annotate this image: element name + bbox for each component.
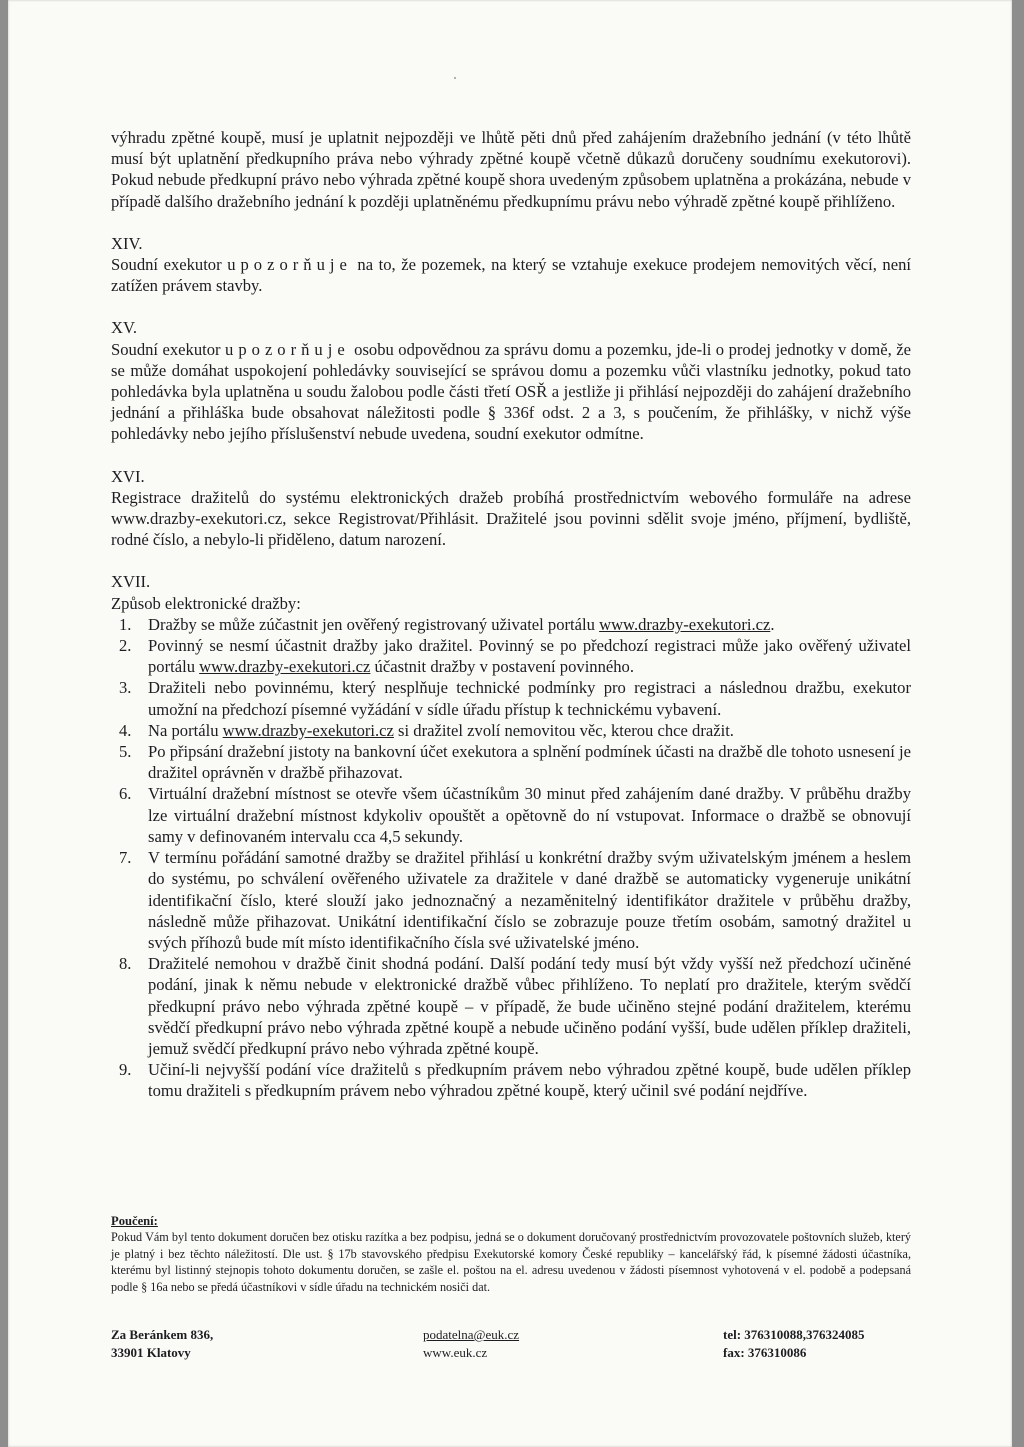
section-number: XV. (111, 318, 137, 338)
notice-text: Pokud Vám byl tento dokument doručen bez otisku razítka a bez podpisu, jedná se o dokument doručovaný prostřednictvím provozovatele poštovních služeb, který je platný i bez těchto náležitostí. Dle ust. § 17b stavovského předpisu Exekutorské komory České republiky – kancelářský řád, k písemné žádosti účastníka, kterému byl listinný stejnopis tohoto dokumentu doručen, se zašle el. poštou na el. adresu uvedenou v žádosti písemnost vyhotovená v el. podobě a podepsaná podle § 16a nebo se předá účastníkovi v sídle úřadu na technickém nosiči dat. (111, 1230, 911, 1294)
section-xvii (111, 571, 911, 1101)
list-item (111, 635, 911, 677)
section-text (111, 254, 911, 296)
web-link[interactable]: www.euk.cz (423, 1345, 488, 1360)
list-item (111, 741, 911, 783)
list-item (111, 614, 911, 635)
section-text (111, 339, 911, 445)
list-item-number: 5. (119, 742, 132, 762)
portal-link[interactable]: www.drazby-exekutori.cz (222, 720, 394, 740)
list-item-text: Na portálu (148, 720, 223, 740)
list-item-text-end: . (770, 614, 775, 634)
list-item-text-end: si dražitel zvolí nemovitou věc, kterou chce dražit. (393, 720, 734, 740)
list-item-text: V termínu pořádání samotné dražby se dražitel přihlásí u konkrétní dražby svým uživatelským jménem a heslem do systému, po schválení ověřeného uživatele za dražitele v dané dražbě se automaticky vygeneruje unikátní identifikační číslo, které slouží jako jednoznačný a nezaměnitelný identifikátor dražitele v průběhu dražby, následně může přihazovat. Unikátní identifikační číslo se zobrazuje pouze třetím osobám, samotný dražitel u svých příhozů bude mít místo identifikačního čísla své uživatelské jméno. (148, 848, 911, 952)
spaced-word: upozorňuje (225, 339, 350, 359)
document-body (111, 127, 911, 1102)
list-item-number: 9. (119, 1060, 132, 1080)
intro-paragraph: výhradu zpětné koupě, musí je uplatnit nejpozději ve lhůtě pěti dnů před zahájením dražebního jednání (v této lhůtě musí být uplatnění předkupního práva nebo výhrady zpětné koupě včetně důkazů doručeny soudnímu exekutorovi). Pokud nebude předkupní právo nebo výhrada zpětné koupě shora uvedeným způsobem uplatněna a prokázána, nebude v případě dalšího dražebního jednání k později uplatněnému předkupnímu právu nebo výhradě zpětné koupě přihlíženo. (111, 128, 911, 211)
list-item-number: 3. (119, 678, 132, 698)
list-item-text-end: účastnit dražby v postavení povinného. (370, 657, 635, 677)
notice-heading: Poučení: (111, 1214, 158, 1228)
section-text: Registrace dražitelů do systému elektronických dražeb probíhá prostřednictvím webového formuláře na adrese www.drazby-exekutori.cz, sekce Registrovat/Přihlásit. Dražitelé jsou povinni sdělit svoje jméno, příjmení, bydliště, rodné číslo, a nebylo-li přiděleno, datum narození. (111, 487, 911, 550)
section-text-main: na to, že pozemek, na který se vztahuje exekuce prodejem nemovitých věcí, není zatížen právem stavby. (111, 255, 911, 296)
phone-number: tel: 376310088,376324085 (723, 1327, 865, 1342)
section-text-main: osobu odpovědnou za správu domu a pozemku, jde-li o prodej jednotky v domě, že se může domáhat uspokojení pohledávky související se správou domu a pozemku vůči vlastníku jednotky, pokud tato pohledávka byla uplatněna u soudu žalobou podle části třetí OSŘ a jestliže ji přihlásí nejpozději do zahájení dražebního jednání a přihláška bude obsahovat náležitosti podle § 336f odst. 2 a 3, s poučením, že přihlášky, v nichž výše pohledávky nebo jejího příslušenství nebude uvedena, soudní exekutor odmítne. (111, 339, 911, 444)
section-number: XVI. (111, 466, 145, 486)
list-item-number: 7. (119, 848, 132, 868)
list-item (111, 847, 911, 953)
section-title: Způsob elektronické dražby: (111, 593, 301, 613)
list-item-text: Dražby se může zúčastnit jen ověřený registrovaný uživatel portálu (148, 614, 600, 634)
document-page (8, 0, 1012, 1447)
section-number: XIV. (111, 233, 143, 253)
footer-phones (723, 1326, 865, 1362)
section-xiv (111, 233, 911, 297)
portal-link[interactable]: www.drazby-exekutori.cz (199, 657, 371, 677)
list-item-number: 1. (119, 614, 132, 634)
list-item-number: 6. (119, 784, 132, 804)
notice-block (111, 1213, 911, 1295)
address-line-2: 33901 Klatovy (111, 1345, 191, 1360)
section-text-pre: Soudní exekutor (111, 255, 228, 275)
list-item-text: Virtuální dražební místnost se otevře všem účastníkům 30 minut před zahájením dané dražby. V průběhu dražby lze virtuální dražební místnost kdykoliv opouštět a opětovně do ní vstupovat. Informace o dražbě se obnovují samy v definovaném intervalu cca 4,5 sekundy. (148, 784, 911, 846)
section-xv (111, 317, 911, 444)
list-item-number: 4. (119, 720, 132, 740)
list-item (111, 953, 911, 1059)
list-item-number: 8. (119, 954, 132, 974)
list-item-text: Po připsání dražební jistoty na bankovní účet exekutora a splnění podmínek účasti na dražbě dle tohoto usnesení je dražitel oprávněn v dražbě přihazovat. (148, 742, 911, 783)
fax-number: fax: 376310086 (723, 1345, 807, 1360)
footer-contact (423, 1326, 519, 1362)
list-item-text: Dražitelé nemohou v dražbě činit shodná podání. Další podání tedy musí být vždy vyšší než předchozí učiněné podání, jinak k němu nebude v elektronické dražbě vůbec přihlíženo. To neplatí pro dražitele, kterým svědčí předkupní právo nebo výhrada zpětné koupě – v případě, že bude učiněno stejné podání dražitelem, kterému svědčí předkupní právo nebo výhrada zpětné koupě a nebude učiněno podání vyšší, bude udělen příklep dražiteli, jemuž svědčí předkupní právo nebo výhrada zpětné koupě. (148, 954, 911, 1058)
portal-link[interactable]: www.drazby-exekutori.cz (599, 614, 771, 634)
section-text-pre: Soudní exekutor (111, 339, 226, 359)
auction-rules-list (111, 614, 911, 1102)
address-line-1: Za Beránkem 836, (111, 1327, 214, 1342)
list-item (111, 783, 911, 847)
email-link[interactable]: podatelna@euk.cz (423, 1327, 520, 1342)
list-item (111, 1059, 911, 1101)
list-item-number: 2. (119, 636, 132, 656)
footer-address (111, 1326, 213, 1362)
list-item-text: Dražiteli nebo povinnému, který nesplňuje technické podmínky pro registraci a následnou dražbu, exekutor umožní na předchozí písemné vyžádání v sídle úřadu přístup k technickému vybavení. (148, 678, 911, 719)
list-item-text: Učiní-li nejvyšší podání více dražitelů s předkupním právem nebo výhradou zpětné koupě, bude udělen příklep tomu dražiteli s předkupním právem nebo výhradou zpětné koupě, který učinil své podání nejdříve. (148, 1060, 911, 1101)
scan-speck (454, 77, 456, 79)
section-xvi (111, 466, 911, 551)
list-item (111, 677, 911, 719)
section-number: XVII. (111, 572, 151, 592)
spaced-word: upozorňuje (227, 255, 352, 275)
list-item-text: Povinný se nesmí účastnit dražby jako dražitel. Povinný se po předchozí registraci může jako ověřený uživatel portálu (148, 636, 911, 677)
list-item (111, 720, 911, 741)
